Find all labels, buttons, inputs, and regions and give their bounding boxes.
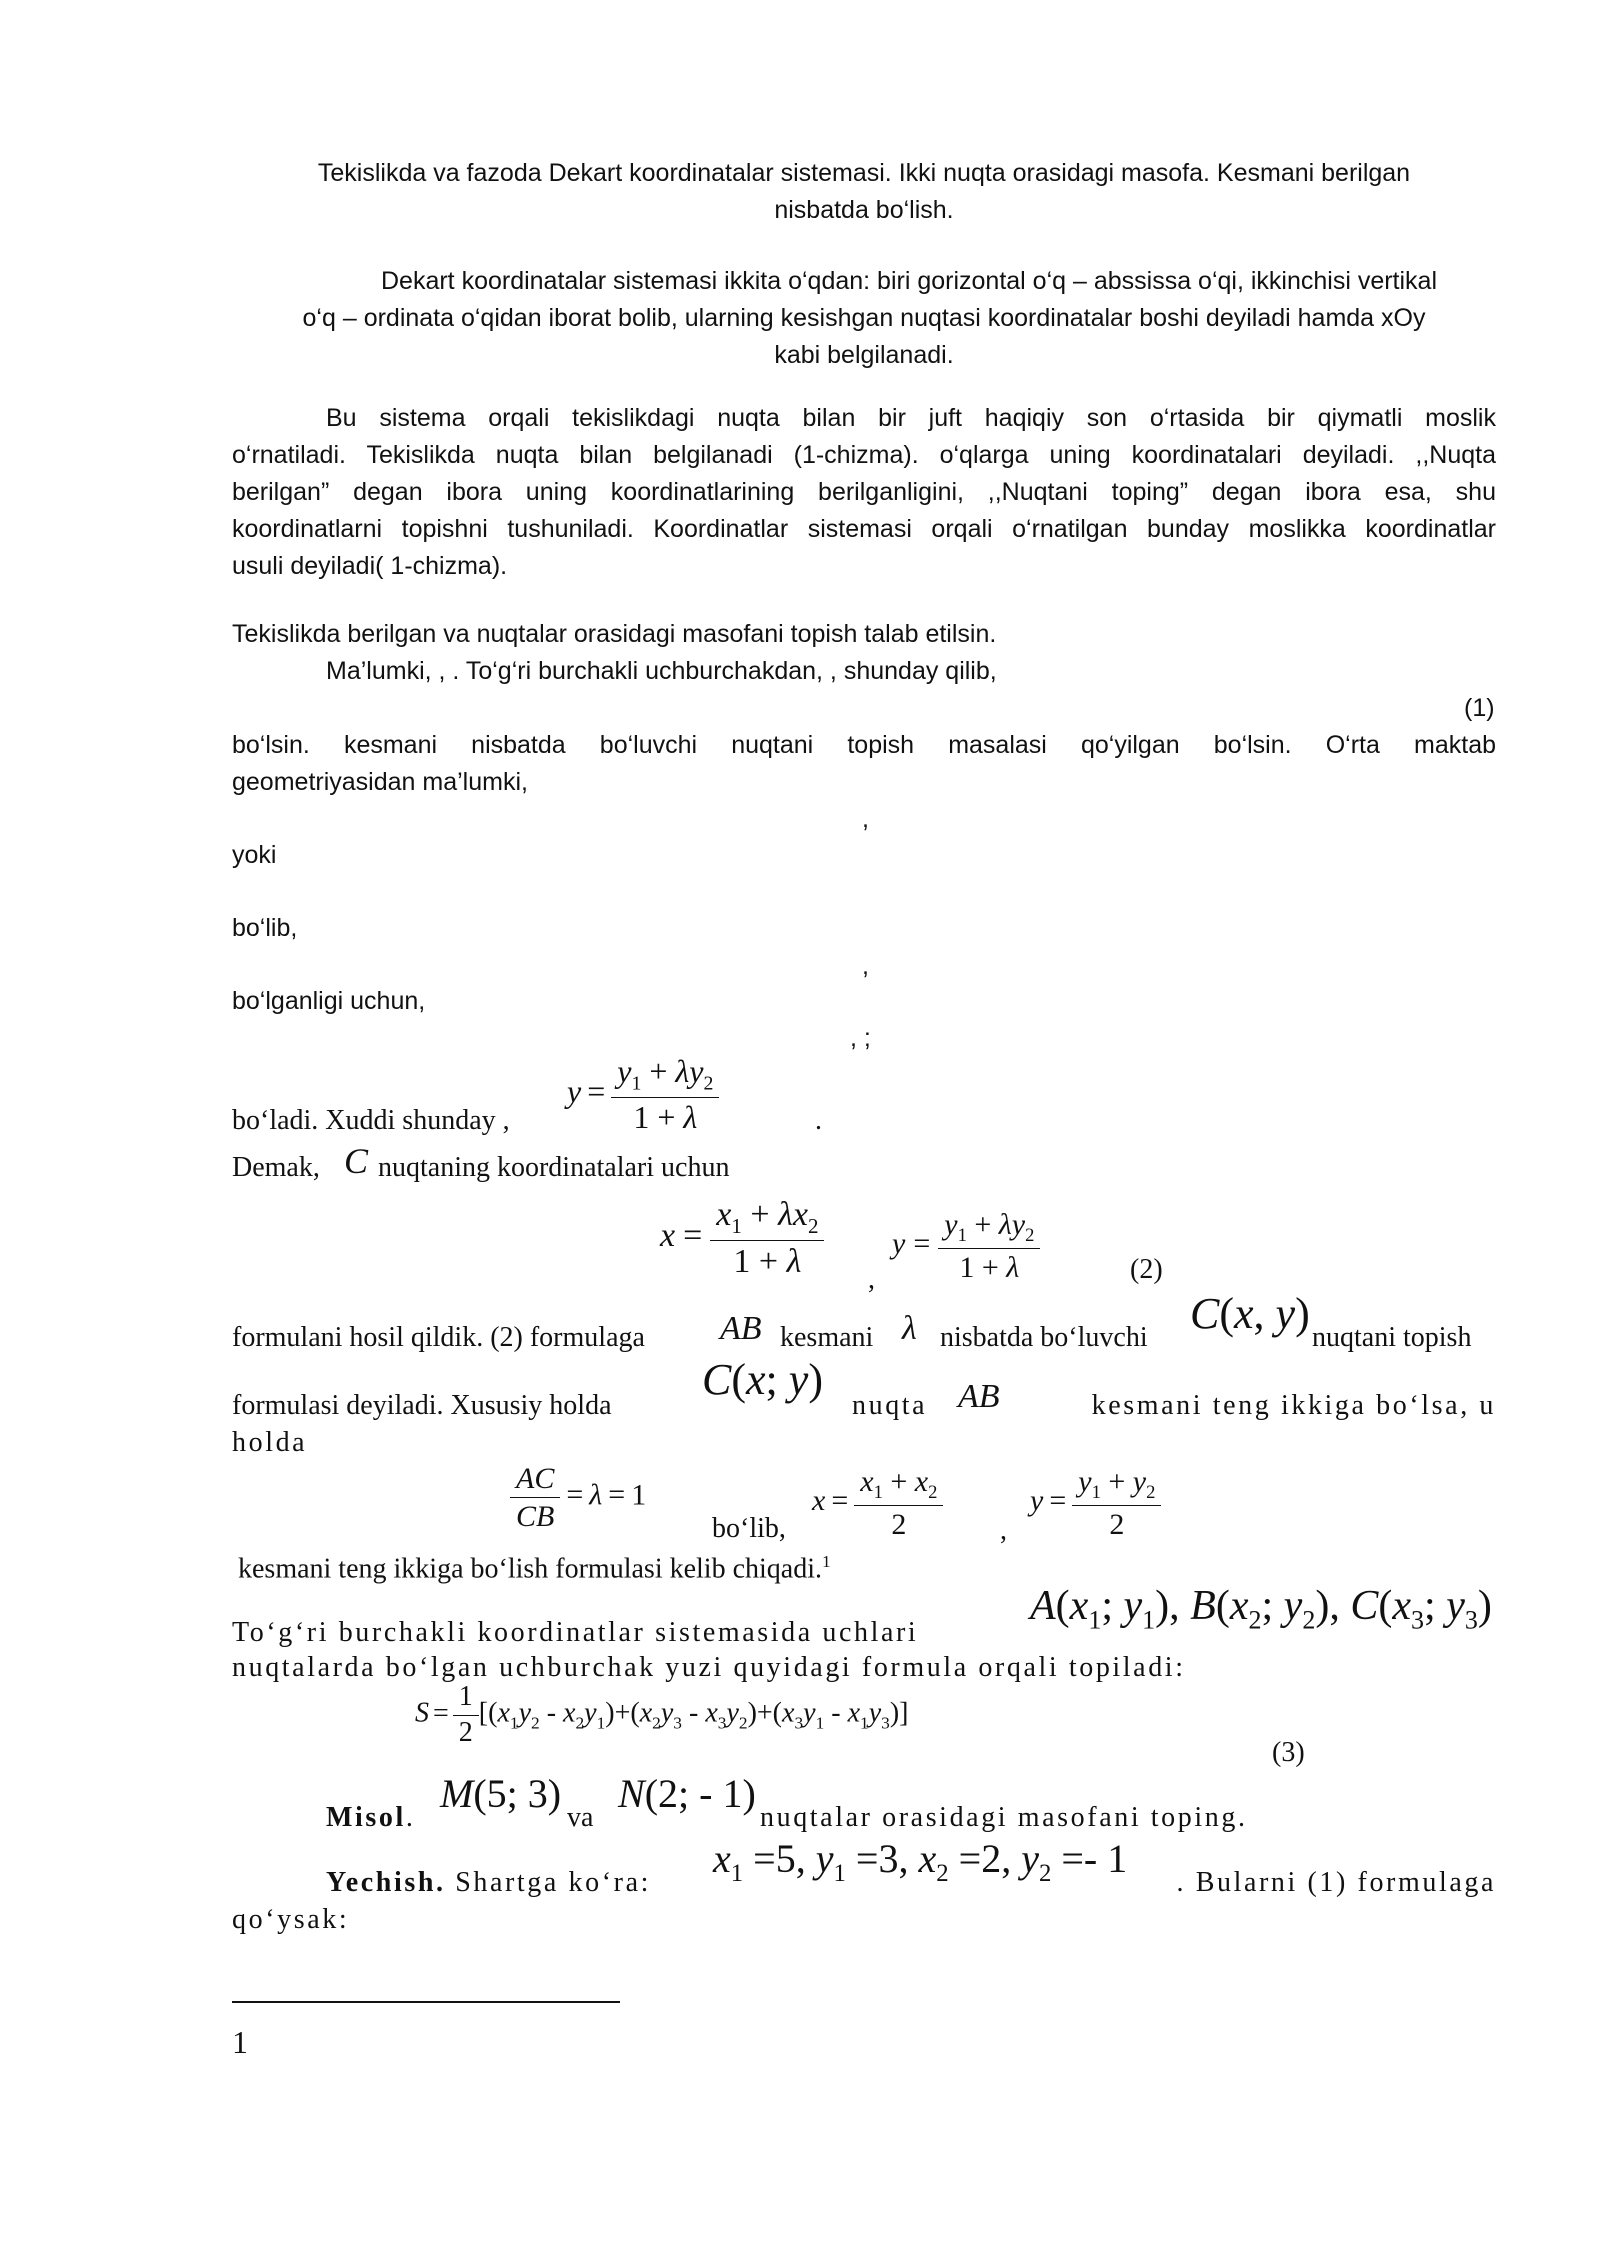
title-line-2: nisbatda bo‘lish.: [774, 196, 954, 224]
misol-text: nuqtalar orasidagi masofani toping.: [760, 1802, 1248, 1833]
misol-label: Misol: [326, 1802, 406, 1833]
area-formula: S = $\frac{1}{2}$ $[(x_1y_2 - x_2y_1)+(x_2y_3 - x_3y_2)+(x_3y_1 - x_1y_3)]$: [415, 1681, 909, 1748]
xususiy-text-c: kesmani teng ikkiga bo‘lsa, u: [1091, 1390, 1496, 1421]
yechish-line: [326, 1867, 651, 1899]
kesmani-teng-text: [238, 1552, 831, 1585]
yechish-text-b: . Bularni (1) formulaga: [1176, 1867, 1496, 1898]
togri-text-a: To‘g‘ri burchakli koordinatlar sistemasida uchlari: [232, 1617, 919, 1648]
ab-segment: AB: [720, 1310, 762, 1347]
system-paragraph: [232, 400, 1496, 585]
y-formula: y = $\frac{y_1 + \lambda y_2}{1 + \lambda}$: [892, 1208, 1040, 1284]
comma-1: ,: [862, 805, 869, 833]
formula-text-a: formulani hosil qildik. (2) formulaga: [232, 1322, 645, 1353]
misol-line: [326, 1802, 416, 1834]
ratio-formula: $\frac{AC}{CB}$ = λ = 1: [510, 1462, 646, 1533]
comma-semicolon: , ;: [850, 1024, 871, 1052]
y-fraction: $\frac{y_1 + \lambda y_2}{1 + \lambda}$: [611, 1054, 719, 1135]
eq2-label: (2): [1130, 1254, 1163, 1285]
document-title: [232, 155, 1496, 229]
intro-paragraph: [232, 263, 1496, 374]
eq1-label: (1): [1464, 694, 1495, 722]
p3-line-2: Ma’lumki, , . To‘g‘ri burchakli uchburchakdan, , shunday qilib,: [326, 657, 997, 685]
qoysak-text: qo‘ysak:: [232, 1904, 350, 1935]
intro-line-2: o‘q – ordinata o‘qidan iborat bolib, ularning kesishgan nuqtasi koordinatalar boshi deyiladi hamda xOy: [302, 304, 1426, 332]
p3-line-1: Tekislikda berilgan va nuqtalar orasidagi masofani topish talab etilsin.: [232, 620, 997, 648]
lambda-symbol: λ: [902, 1310, 917, 1347]
point-c-x-y: C(x; y): [702, 1355, 823, 1404]
ab-segment-2: AB: [958, 1378, 1000, 1415]
misol-va: va: [567, 1802, 594, 1833]
p2-line-3: berilgan” degan ibora uning koordinatlarining berilganligini, ,,Nuqtani toping” degan ibora esa, shu: [232, 478, 1496, 506]
p3-line-3: bo‘lsin. kesmani nisbatda bo‘luvchi nuqtani topish masalasi qo‘yilgan bo‘lsin. O‘rta maktab: [232, 731, 1496, 759]
xususiy-text-b: nuqta: [852, 1390, 928, 1421]
period-1: .: [815, 1105, 822, 1136]
p2-line-1: Bu sistema orqali tekislikdagi nuqta bilan bir juft haqiqiy son o‘rtasida bir qiymatli moslik: [326, 404, 1496, 432]
bolib-text-2: bo‘lib,: [712, 1513, 786, 1544]
intro-line-1: Dekart koordinatalar sistemasi ikkita o‘qdan: biri gorizontal o‘q – abssissa o‘qi, ikkinchisi vertikal: [380, 267, 1438, 295]
formula-text-c: nisbatda bo‘luvchi: [940, 1322, 1148, 1353]
misol-dot: .: [405, 1802, 416, 1833]
boladi-text: bo‘ladi. Xuddi shunday ,: [232, 1105, 510, 1136]
comma-3: ,: [1000, 1515, 1007, 1546]
formula-text-b: kesmani: [780, 1322, 874, 1353]
kesmani-teng-words: kesmani teng ikkiga bo‘lish formulasi kelib chiqadi.: [238, 1553, 822, 1585]
p2-line-5: usuli deyiladi( 1-chizma).: [232, 552, 508, 580]
triangle-vertices: $A(x_1$; $y_1$), $B(x_2$; $y_2$), $C(x_3$; $y_3$): [1030, 1583, 1492, 1635]
p2-line-4: koordinatlarni topishni tushuniladi. Koordinatlar sistemasi orqali o‘rnatilgan bunday moslikka koordinatlar: [232, 515, 1496, 543]
eq3-label: (3): [1272, 1737, 1305, 1768]
x-formula: x = $\frac{x_1 + \lambda x_2}{1 + \lambda}$: [660, 1196, 824, 1280]
intro-line-3: kabi belgilanadi.: [774, 341, 954, 369]
holda-text: holda: [232, 1427, 308, 1458]
eq2-comma: ,: [868, 1264, 875, 1295]
title-line-1: Tekislikda va fazoda Dekart koordinatalar sistemasi. Ikki nuqta orasidagi masofa. Kesmani berilgan: [317, 159, 1411, 187]
point-m: M(5; 3): [440, 1771, 562, 1816]
bolib-text: bo‘lib,: [232, 914, 298, 942]
formula-text-d: nuqtani topish: [1312, 1322, 1472, 1353]
equals-sign: =: [587, 1073, 606, 1110]
point-n: N(2; - 1): [618, 1771, 756, 1816]
yechish-label: Yechish.: [326, 1867, 446, 1898]
midpoint-y-formula: y = $\frac{y_1 + y_2}{2}$: [1030, 1465, 1161, 1541]
xususiy-text-a: formulasi deyiladi. Xususiy holda: [232, 1390, 612, 1421]
midpoint-x-formula: x = $\frac{x_1 + x_2}{2}$: [812, 1465, 943, 1541]
togri-text-b: nuqtalarda bo‘lgan uchburchak yuzi quyidagi formula orqali topiladi:: [232, 1652, 1186, 1683]
p3-line-4: geometriyasidan ma’lumki,: [232, 768, 528, 796]
demak-text-2: nuqtaning koordinatalari uchun: [378, 1152, 730, 1183]
yechish-text-a: Shartga ko‘ra:: [455, 1867, 651, 1898]
c-var: C: [344, 1141, 369, 1181]
given-values: $x_1 =5$, $y_1 =3$, $x_2 =2$, $y_2 =- 1$: [713, 1836, 1128, 1887]
footnote-number: 1: [232, 2024, 248, 2060]
bolganligi-text: bo‘lganligi uchun,: [232, 987, 426, 1015]
p2-line-2: o‘rnatiladi. Tekislikda nuqta bilan belgilanadi (1-chizma). o‘qlarga uning koordinatalari deyiladi. ,,Nuqta: [232, 441, 1496, 469]
yoki-text: yoki: [232, 841, 277, 869]
comma-2: ,: [862, 952, 869, 980]
point-c-xy: C(x, y): [1190, 1289, 1310, 1338]
y-formula-inline: [567, 1054, 719, 1135]
y-var: y: [567, 1073, 582, 1110]
demak-text: Demak,: [232, 1152, 320, 1183]
footnote-ref: 1: [822, 1552, 831, 1571]
footnote-separator: [232, 2001, 620, 2003]
